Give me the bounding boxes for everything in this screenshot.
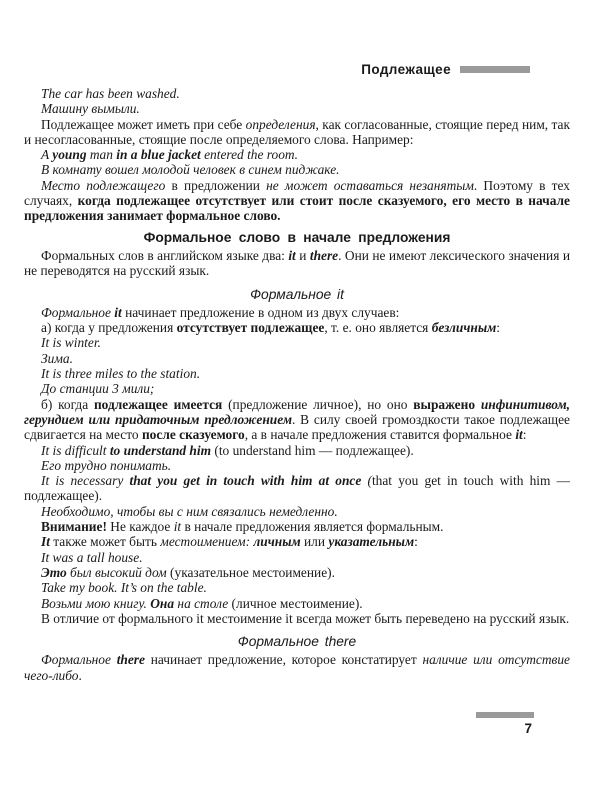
text-segment: До станции 3 мили; — [41, 381, 155, 397]
text-segment: был высокий дом — [66, 564, 167, 580]
example-line — [24, 596, 570, 611]
text-segment: it — [173, 519, 182, 535]
text-segment: или — [300, 534, 329, 550]
text-segment: В отличие от формального it местоимение it всегда может быть переведено на русский язык. — [41, 610, 570, 626]
text-segment: когда подлежащее отсутствует или стоит после сказуемого, его место в начале предложения занимает формальное слово. — [24, 193, 570, 224]
text-segment: (личное местоимение). — [228, 595, 363, 611]
text-segment: наличие или отсутствие чего-либо — [24, 652, 570, 683]
text-segment: Формальных слов в английском языке два: — [41, 247, 289, 263]
text-segment: A — [41, 147, 53, 163]
example-line — [24, 443, 570, 458]
text-segment: Зима. — [41, 350, 73, 366]
body-paragraph — [24, 652, 570, 683]
text-segment: Место подлежащего — [41, 177, 166, 193]
text-segment: б) когда — [41, 396, 94, 412]
text-segment: It — [41, 534, 50, 550]
text-segment: entered the room. — [200, 147, 298, 163]
text-segment: а) когда у предложения — [41, 320, 177, 336]
example-line — [24, 473, 570, 504]
text-segment: инфинитивом, герундием или придаточным предложением — [24, 396, 570, 427]
body-paragraph — [24, 397, 570, 443]
example-line — [24, 565, 570, 580]
text-segment: В комнату вошел молодой человек в синем пиджаке. — [41, 162, 340, 178]
text-segment: Не каждое — [106, 519, 174, 535]
body-paragraph — [24, 178, 570, 224]
text-segment: It is difficult — [41, 442, 110, 458]
text-segment: Возьми мою книгу. — [41, 595, 151, 611]
text-segment: there — [116, 652, 145, 668]
text-segment: Подлежащее может иметь при себе — [41, 116, 246, 132]
text-segment: : — [522, 427, 527, 443]
example-line — [24, 381, 570, 396]
text-segment: , а в начале предложения ставится формальное — [244, 427, 516, 443]
text-segment: Его трудно понимать. — [41, 457, 172, 473]
text-segment: на столе — [174, 595, 229, 611]
text-segment: местоимением: — [160, 534, 251, 550]
page-header — [24, 62, 570, 77]
text-segment: ( — [361, 473, 372, 489]
text-segment: that you get in touch with him at once — [129, 473, 362, 489]
text-segment: . Они не имеют лексического значения и не переводятся на русский язык. — [24, 247, 570, 279]
text-segment: young — [52, 147, 87, 163]
text-segment: определения — [245, 116, 316, 132]
text-segment: that you get in touch with him — подлежащее). — [24, 473, 570, 504]
text-segment: Это — [41, 564, 67, 580]
text-segment: выражено — [413, 396, 481, 412]
text-column — [24, 86, 570, 683]
text-segment: . В силу своей громоздкости такое подлежащее сдвигается на место — [24, 411, 570, 443]
text-segment: не может оставаться незанятым — [266, 177, 474, 193]
text-segment: man — [86, 147, 117, 163]
text-segment: Формальное — [41, 304, 115, 320]
text-segment: It was a tall house. — [41, 549, 143, 565]
subsection-heading: Формальное it — [250, 286, 344, 302]
body-paragraph — [24, 519, 570, 534]
page-footer — [476, 712, 534, 736]
example-line — [24, 504, 570, 519]
text-segment: подлежащее имеется — [93, 396, 223, 412]
text-segment: в предложении — [165, 177, 267, 193]
body-paragraph — [24, 117, 570, 148]
text-segment: Она — [150, 595, 175, 611]
text-segment: начинает предложение в одном из двух случаев: — [121, 304, 400, 320]
text-segment: Внимание! — [41, 519, 107, 535]
example-line — [24, 147, 570, 162]
text-segment: : — [496, 320, 501, 336]
body-paragraph — [24, 320, 570, 335]
text-segment: личным — [253, 534, 301, 550]
example-line — [24, 580, 570, 595]
body-paragraph — [24, 305, 570, 320]
example-line — [24, 162, 570, 177]
body-paragraph — [24, 611, 570, 626]
footer-bar — [476, 712, 534, 718]
text-segment: it — [288, 247, 296, 263]
page-number: 7 — [524, 721, 532, 736]
text-segment: (указательное местоимение). — [166, 564, 335, 580]
text-segment: также может быть — [49, 534, 161, 550]
running-head-title: Подлежащее — [361, 62, 451, 77]
text-segment: , как согласованные, стоящие перед ним, так и несогласованные, стоящие после определяемого слова. Например: — [24, 116, 570, 147]
body-paragraph — [24, 534, 570, 549]
text-segment: . — [78, 667, 82, 683]
section-heading: Формальное слово в начале предложения — [143, 229, 451, 245]
example-line — [24, 101, 570, 116]
text-segment: Формальное — [41, 652, 117, 668]
text-segment: It is necessary — [41, 473, 130, 489]
example-line — [24, 86, 570, 101]
text-segment: безличным — [431, 320, 497, 336]
text-segment: there — [309, 247, 339, 263]
example-line — [24, 366, 570, 381]
text-segment: в начале предложения является формальным. — [181, 519, 444, 535]
text-segment: it — [515, 427, 523, 443]
text-segment: to understand him — [109, 442, 212, 458]
text-segment: : — [414, 534, 418, 550]
body-paragraph — [24, 248, 570, 279]
text-segment: (to understand him — подлежащее). — [211, 442, 414, 458]
text-segment: (предложение личное), но оно — [222, 396, 414, 412]
text-segment: начинает предложение, которое констатирует — [144, 652, 423, 668]
example-line — [24, 351, 570, 366]
text-segment: in a blue jacket — [116, 147, 201, 163]
text-segment: , т. е. оно является — [324, 320, 432, 336]
text-segment: It is winter. — [41, 335, 101, 351]
example-line — [24, 335, 570, 350]
text-segment: и — [295, 247, 310, 263]
example-line — [24, 458, 570, 473]
text-segment: указательным — [328, 534, 415, 550]
text-segment: Машину вымыли. — [41, 101, 140, 117]
text-segment: Take my book. It’s on the table. — [41, 580, 207, 596]
text-segment: отсутствует подлежащее — [176, 320, 325, 336]
text-segment: . Поэтому в тех случаях, — [24, 177, 570, 209]
subsection-heading: Формальное there — [237, 634, 357, 650]
text-segment: It is three miles to the station. — [41, 366, 201, 382]
text-segment: Необходимо, чтобы вы с ним связались немедленно. — [41, 503, 338, 519]
text-segment: после сказуемого — [141, 427, 245, 443]
text-segment: it — [114, 304, 122, 320]
text-segment: The car has been washed. — [41, 86, 180, 101]
example-line — [24, 550, 570, 565]
header-bar — [460, 66, 530, 73]
